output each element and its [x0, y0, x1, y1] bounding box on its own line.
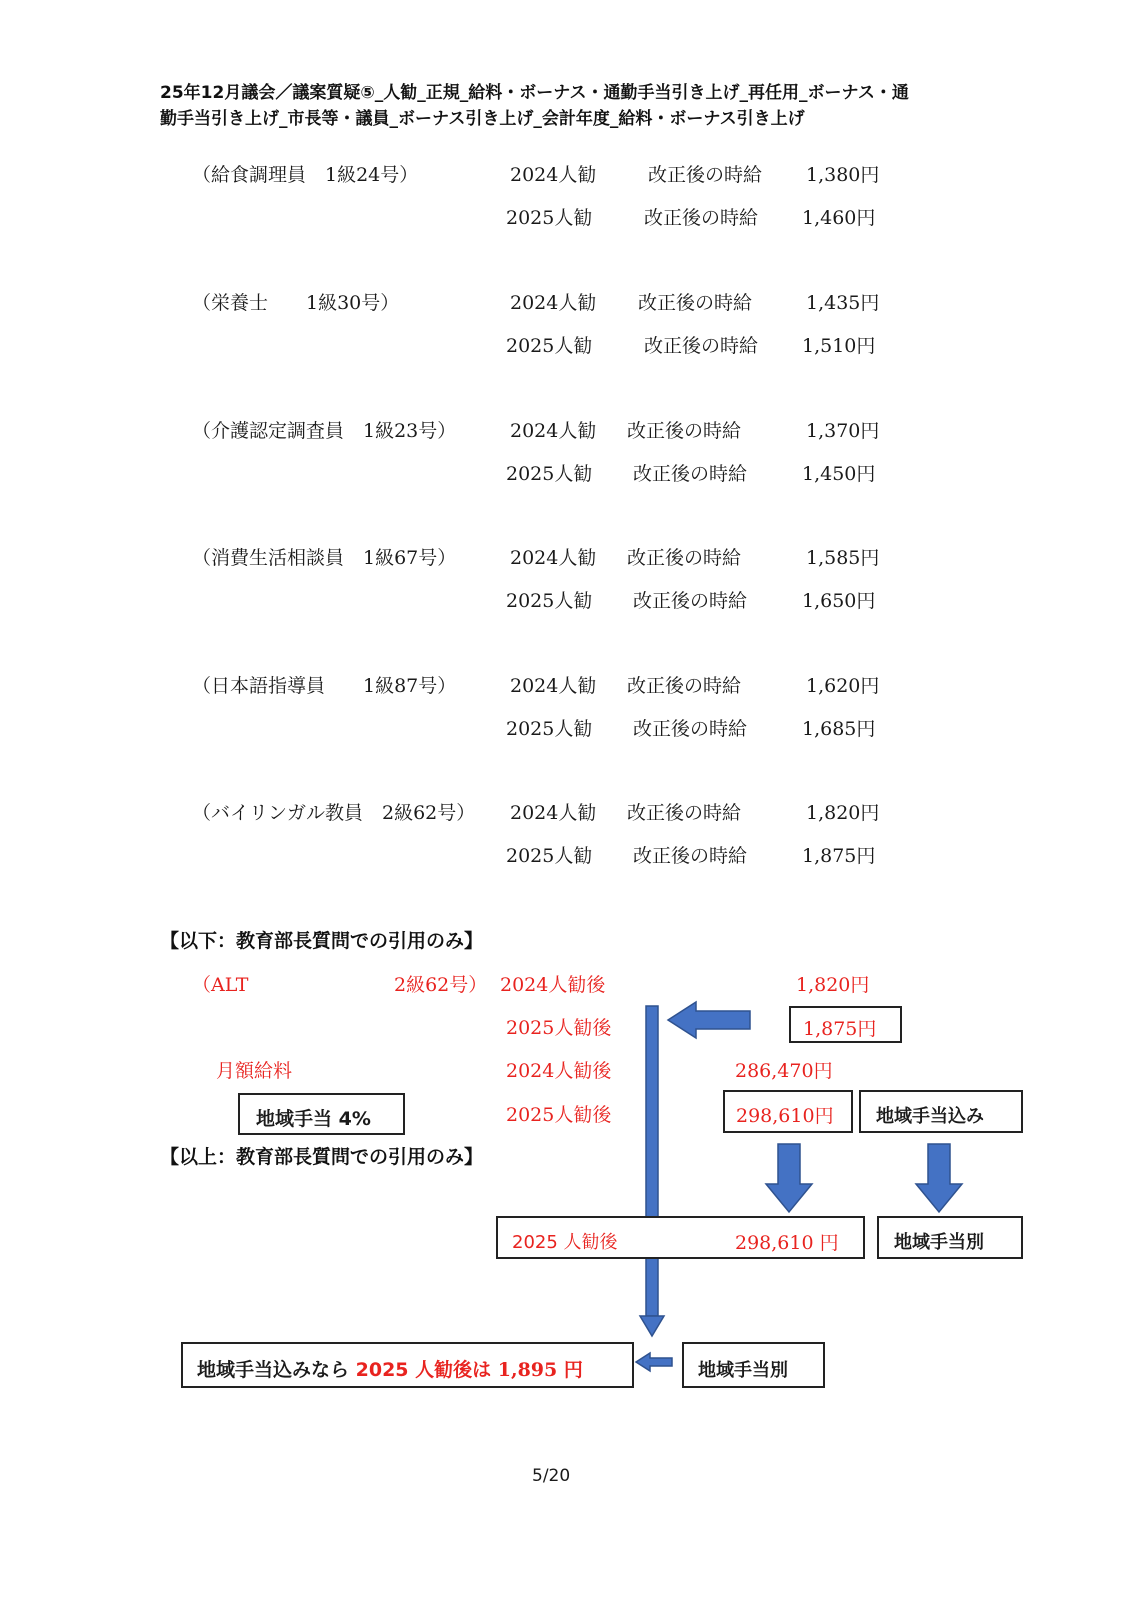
- doc-title-line-1: 25年12月議会／議案質疑⑤_人勧_正規_給料・ボーナス・通勤手当引き上げ_再任用_ボーナス・通: [160, 83, 909, 103]
- combined-2025-box: [496, 1216, 865, 1259]
- wage-label: 改正後の時給: [633, 845, 748, 867]
- incl-allowance-label: 地域手当込み: [876, 1106, 984, 1127]
- year-label: 2025人勧: [506, 207, 593, 229]
- result-line: [197, 1355, 583, 1382]
- wage-amount: 1,460円: [802, 207, 876, 229]
- monthly-2024-amount: 286,470円: [735, 1060, 833, 1082]
- separate-allowance-box: [877, 1216, 1023, 1259]
- position-name: （消費生活相談員 1級67号）: [192, 547, 457, 569]
- wage-amount: 1,585円: [806, 547, 880, 569]
- wage-amount: 1,685円: [802, 718, 876, 740]
- quote-start-heading: 【以下：教育部長質問での引用のみ】: [160, 930, 484, 952]
- wage-label: 改正後の時給: [644, 335, 759, 357]
- wage-label: 改正後の時給: [627, 802, 742, 824]
- alt-name: （ALT: [192, 974, 249, 996]
- wage-amount: 1,370円: [806, 420, 880, 442]
- wage-amount: 1,820円: [806, 802, 880, 824]
- year-label: 2024人勧: [510, 802, 597, 824]
- down-arrow-icon: [916, 1144, 962, 1212]
- wage-label: 改正後の時給: [627, 675, 742, 697]
- left-arrow-icon: [668, 1002, 750, 1038]
- wage-label: 改正後の時給: [638, 292, 753, 314]
- year-label: 2025人勧: [506, 590, 593, 612]
- result-box: [181, 1342, 634, 1388]
- year-label: 2024人勧: [510, 164, 597, 186]
- wage-amount: 1,875円: [802, 845, 876, 867]
- result-prefix: 地域手当込みなら: [197, 1359, 356, 1381]
- year-label: 2025人勧: [506, 335, 593, 357]
- position-name: （給食調理員 1級24号）: [192, 164, 419, 186]
- monthly-2025-amount: 298,610円: [736, 1105, 834, 1127]
- down-arrow-icon: [766, 1144, 812, 1212]
- monthly-2025-label: 2025人勧後: [506, 1104, 612, 1126]
- result-mid: 2025 人勧後は: [355, 1359, 498, 1381]
- wage-label: 改正後の時給: [644, 207, 759, 229]
- alt-2024-label: 2024人勧後: [500, 974, 606, 996]
- position-name: （栄養士 1級30号）: [192, 292, 400, 314]
- wage-amount: 1,620円: [806, 675, 880, 697]
- year-label: 2025人勧: [506, 845, 593, 867]
- year-label: 2024人勧: [510, 547, 597, 569]
- year-label: 2025人勧: [506, 718, 593, 740]
- position-name: （日本語指導員 1級87号）: [192, 675, 457, 697]
- result-separate-label: 地域手当別: [698, 1360, 788, 1381]
- quote-end-heading: 【以上：教育部長質問での引用のみ】: [160, 1146, 484, 1168]
- year-label: 2024人勧: [510, 292, 597, 314]
- wage-amount: 1,380円: [806, 164, 880, 186]
- wage-label: 改正後の時給: [633, 463, 748, 485]
- small-left-arrow-icon: [636, 1353, 672, 1371]
- alt-2025-label: 2025人勧後: [506, 1017, 612, 1039]
- wage-label: 改正後の時給: [627, 547, 742, 569]
- year-label: 2025人勧: [506, 463, 593, 485]
- year-label: 2024人勧: [510, 675, 597, 697]
- wage-label: 改正後の時給: [648, 164, 763, 186]
- monthly-2024-label: 2024人勧後: [506, 1060, 612, 1082]
- wage-amount: 1,510円: [802, 335, 876, 357]
- result-amount: 1,895 円: [497, 1359, 583, 1381]
- doc-title-line-2: 勤手当引き上げ_市長等・議員_ボーナス引き上げ_会計年度_給料・ボーナス引き上げ: [160, 109, 805, 129]
- regional-allowance-label: 地域手当 4%: [256, 1108, 371, 1130]
- combined-amount: 298,610 円: [735, 1232, 839, 1254]
- monthly-salary-label: 月額給料: [216, 1060, 293, 1082]
- wage-amount: 1,650円: [802, 590, 876, 612]
- alt-2024-amount: 1,820円: [796, 974, 870, 996]
- alt-2025-amount: 1,875円: [803, 1018, 877, 1040]
- position-name: （バイリンガル教員 2級62号）: [192, 802, 476, 824]
- combined-year-label: 2025 人勧後: [512, 1232, 618, 1253]
- wage-amount: 1,450円: [802, 463, 876, 485]
- vertical-down-arrow-icon: [640, 1006, 664, 1336]
- wage-label: 改正後の時給: [633, 718, 748, 740]
- page-number: 5/20: [532, 1466, 571, 1486]
- wage-label: 改正後の時給: [627, 420, 742, 442]
- wage-amount: 1,435円: [806, 292, 880, 314]
- alt-grade: 2級62号）: [394, 974, 488, 996]
- year-label: 2024人勧: [510, 420, 597, 442]
- position-name: （介護認定調査員 1級23号）: [192, 420, 457, 442]
- wage-label: 改正後の時給: [633, 590, 748, 612]
- result-separate-box: [682, 1342, 825, 1388]
- separate-allowance-label: 地域手当別: [894, 1232, 984, 1253]
